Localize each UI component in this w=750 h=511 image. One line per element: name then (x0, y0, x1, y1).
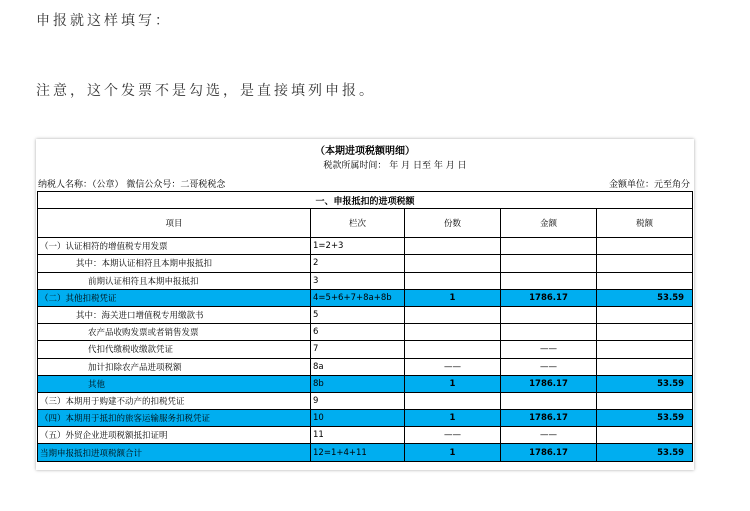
table-row (38, 427, 693, 444)
row-count (405, 272, 501, 289)
row-item: 农产品收购发票或者销售发票 (38, 324, 311, 341)
intro-line-1: 申报就这样填写： (36, 13, 172, 29)
row-column: 8b (311, 375, 405, 392)
header-count: 份数 (405, 209, 501, 238)
header-row (38, 209, 693, 238)
row-amount (501, 306, 597, 323)
row-column: 10 (311, 410, 405, 427)
row-tax (597, 324, 693, 341)
row-count: 1 (405, 289, 501, 306)
row-tax (597, 306, 693, 323)
row-amount (501, 324, 597, 341)
row-tax (597, 255, 693, 272)
table-row (38, 255, 693, 272)
row-column: 2 (311, 255, 405, 272)
row-count (405, 306, 501, 323)
row-count: 1 (405, 410, 501, 427)
row-item: （一）认证相符的增值税专用发票 (38, 238, 311, 255)
row-count (405, 238, 501, 255)
row-amount: 1786.17 (501, 444, 597, 461)
table-row (38, 306, 693, 323)
row-count: —— (405, 427, 501, 444)
row-item: 代扣代缴税收缴款凭证 (38, 341, 311, 358)
row-tax (597, 358, 693, 375)
row-column: 12=1+4+11 (311, 444, 405, 461)
row-amount (501, 392, 597, 409)
amount-unit: 金额单位：元至角分 (608, 180, 690, 190)
sheet-title: （本期进项税额明细） (315, 146, 415, 157)
table-row (38, 324, 693, 341)
tax-period: 税款所属时间： 年 月 日至 年 月 日 (323, 161, 467, 171)
table-row (38, 375, 693, 392)
row-item: 其中：海关进口增值税专用缴款书 (38, 306, 311, 323)
row-item: 前期认证相符且本期申报抵扣 (38, 272, 311, 289)
row-column: 6 (311, 324, 405, 341)
row-tax (597, 272, 693, 289)
row-item: 其中：本期认证相符且本期申报抵扣 (38, 255, 311, 272)
row-count: 1 (405, 444, 501, 461)
input-tax-table (37, 191, 693, 462)
row-amount (501, 272, 597, 289)
row-column: 7 (311, 341, 405, 358)
row-column: 1=2+3 (311, 238, 405, 255)
table-row (38, 358, 693, 375)
row-tax (597, 392, 693, 409)
row-count: —— (405, 358, 501, 375)
row-column: 5 (311, 306, 405, 323)
row-tax: 53.59 (597, 410, 693, 427)
header-amount: 金额 (501, 209, 597, 238)
table-row (38, 410, 693, 427)
row-tax: 53.59 (597, 375, 693, 392)
row-count (405, 392, 501, 409)
row-count (405, 341, 501, 358)
row-column: 3 (311, 272, 405, 289)
row-item: 当期申报抵扣进项税额合计 (38, 444, 311, 461)
header-column: 栏次 (311, 209, 405, 238)
row-amount: —— (501, 358, 597, 375)
table-row (38, 444, 693, 461)
row-tax: 53.59 (597, 289, 693, 306)
row-amount: —— (501, 427, 597, 444)
row-column: 11 (311, 427, 405, 444)
row-amount: 1786.17 (501, 289, 597, 306)
header-tax: 税额 (597, 209, 693, 238)
row-column: 9 (311, 392, 405, 409)
tax-detail-sheet-image (36, 139, 694, 470)
row-amount (501, 238, 597, 255)
row-amount (501, 255, 597, 272)
taxpayer-name: 纳税人名称：（公章） 微信公众号：二哥税税念 (38, 180, 226, 190)
row-amount: 1786.17 (501, 375, 597, 392)
row-item: （五）外贸企业进项税额抵扣证明 (38, 427, 311, 444)
row-count: 1 (405, 375, 501, 392)
row-count (405, 324, 501, 341)
row-item: 其他 (38, 375, 311, 392)
row-item: 加计扣除农产品进项税额 (38, 358, 311, 375)
row-tax (597, 427, 693, 444)
table-row (38, 341, 693, 358)
row-amount: —— (501, 341, 597, 358)
header-item: 项目 (38, 209, 311, 238)
row-item: （三）本期用于购建不动产的扣税凭证 (38, 392, 311, 409)
row-tax (597, 341, 693, 358)
section-title: 一、申报抵扣的进项税额 (38, 192, 693, 209)
row-tax: 53.59 (597, 444, 693, 461)
row-amount: 1786.17 (501, 410, 597, 427)
row-item: （二）其他扣税凭证 (38, 289, 311, 306)
table-row (38, 289, 693, 306)
intro-line-2: 注意，这个发票不是勾选，是直接填列申报。 (36, 83, 376, 99)
table-row (38, 392, 693, 409)
table-row (38, 238, 693, 255)
row-item: （四）本期用于抵扣的旅客运输服务扣税凭证 (38, 410, 311, 427)
table-row (38, 272, 693, 289)
row-tax (597, 238, 693, 255)
row-count (405, 255, 501, 272)
row-column: 4=5+6+7+8a+8b (311, 289, 405, 306)
section-row (38, 192, 693, 209)
row-column: 8a (311, 358, 405, 375)
